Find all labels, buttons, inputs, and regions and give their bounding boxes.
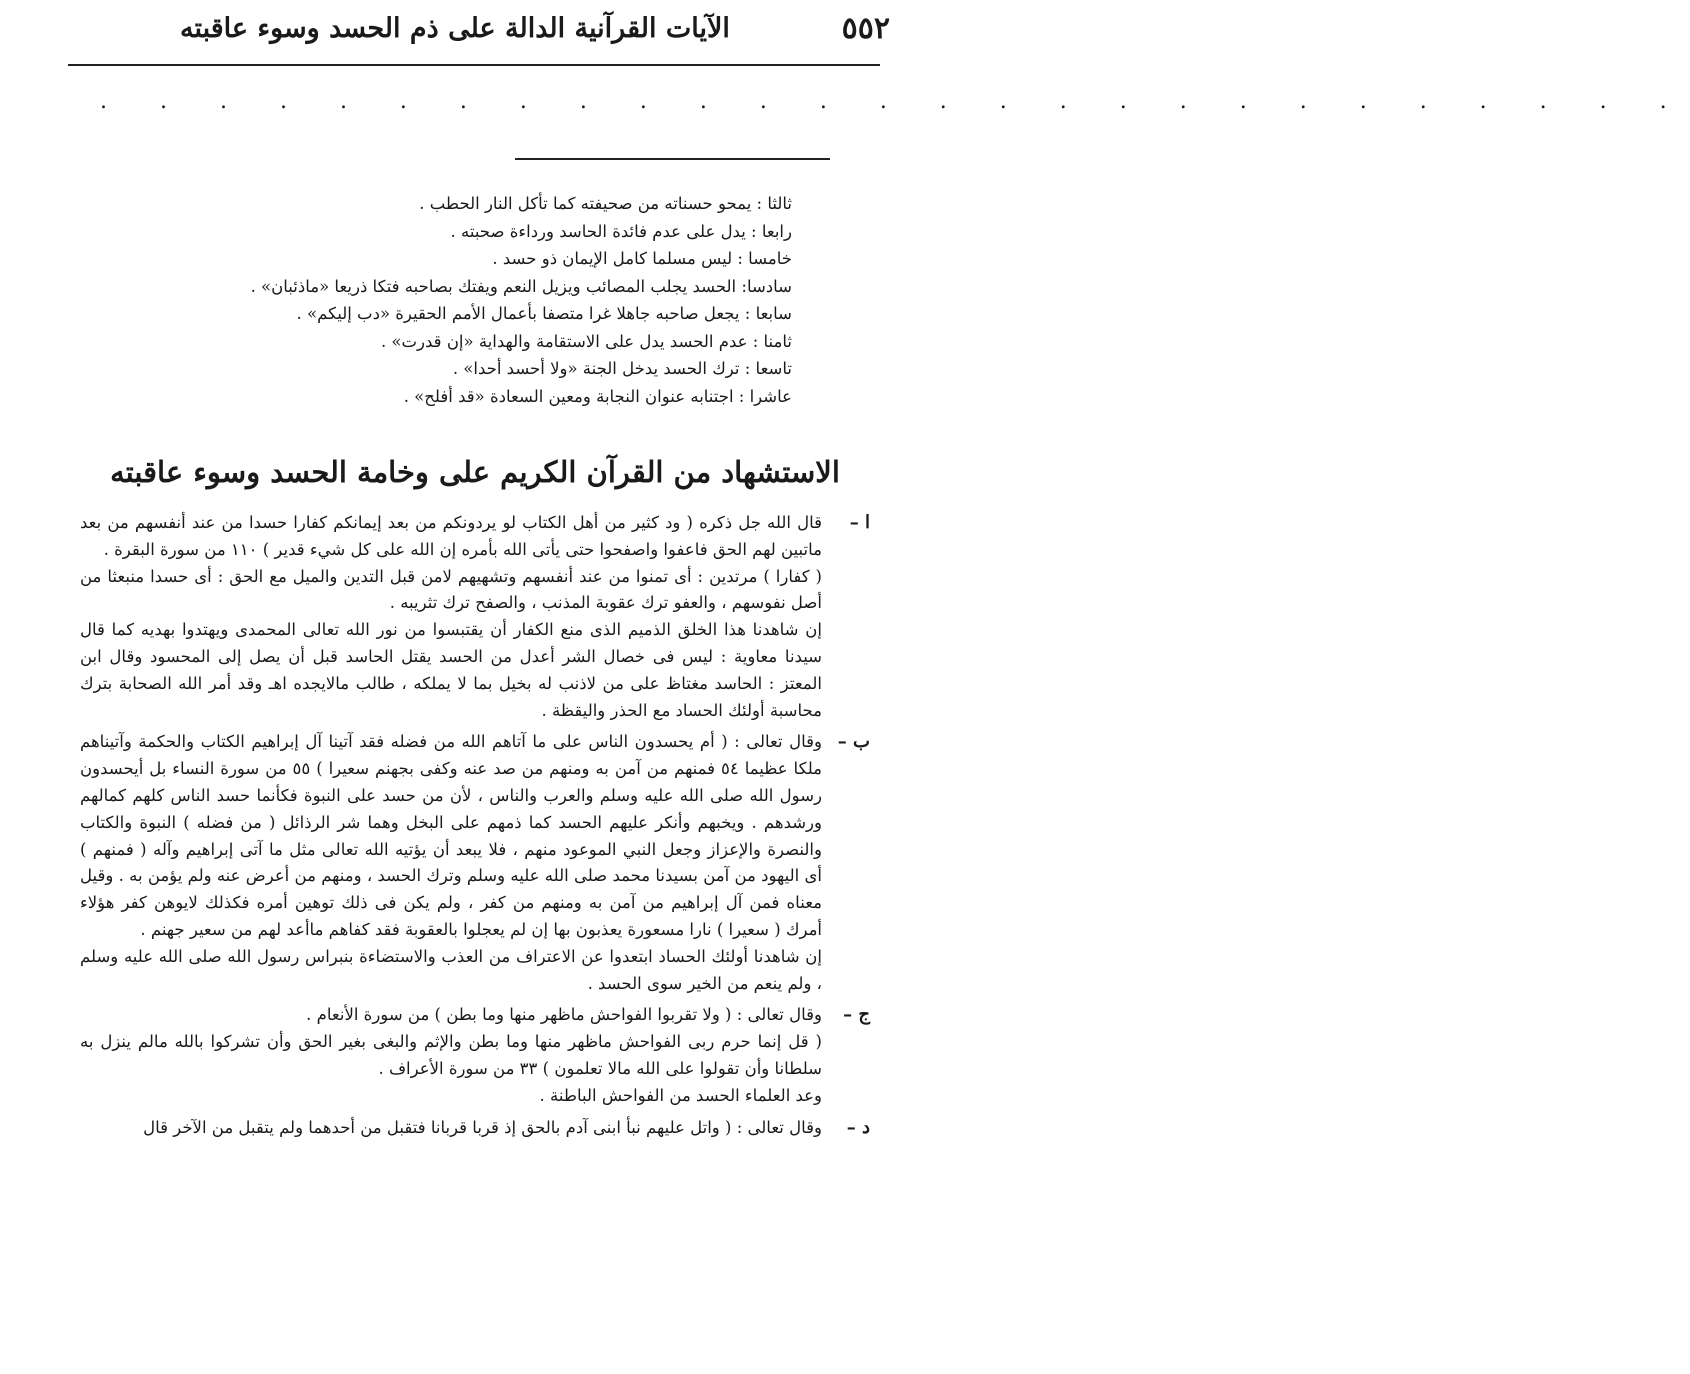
section-dal (80, 1115, 870, 1142)
section-alif (80, 510, 870, 724)
paragraph: ( قل إنما حرم ربى الفواحش ماظهر منها وما بطن والإثم والبغى بغير الحق وأن تشركوا بالله مالم ينزل به سلطانا وأن تقولوا على الله مالا تعلمون ) ٣٣ من سورة الأعراف . (80, 1032, 822, 1078)
list-item: عاشرا : اجتنابه عنوان النجابة ومعين السعادة «قد أفلح» . (403, 386, 792, 406)
ellipsis-dots: . . . . . . . . . . . . . . . . . . . . . . . . . . . (100, 89, 1690, 114)
list-item: سابعا : يجعل صاحبه جاهلا غرا متصفا بأعمال الأمم الحقيرة «دب إليكم» . (296, 304, 792, 323)
section-mark: ج – (843, 1004, 870, 1026)
list-item: ثامنا : عدم الحسد يدل على الاستقامة والهداية «إن قدرت» . (380, 331, 792, 351)
paragraph: وقال تعالى : ( واتل عليهم نبأ ابنى آدم بالحق إذ قربا قربانا فتقبل من أحدهما ولم يتقبل من الآخر قال (143, 1117, 822, 1137)
running-title: الآيات القرآنية الدالة على ذم الحسد وسوء عاقبته (180, 12, 730, 44)
paragraph: ( كفارا ) مرتدين : أى تمنوا من عند أنفسهم وتشهيهم لامن قبل التدين والميل مع الحق : أى حسدا منبعثا من أصل نفوسهم ، والعفو ترك عقوبة المذنب ، والصفح ترك تثريبه . (80, 566, 822, 613)
page-number: ٥٥٢ (841, 10, 890, 46)
section-divider (515, 158, 830, 160)
section-jim (80, 1002, 870, 1109)
list-item: خامسا : ليس مسلما كامل الإيمان ذو حسد . (492, 249, 792, 268)
list-item: تاسعا : ترك الحسد يدخل الجنة «ولا أحسد أحدا» . (452, 359, 792, 378)
paragraph: قال الله جل ذكره ( ود كثير من أهل الكتاب لو يردونكم من بعد إيمانكم كفارا حسدا من عند أنفسهم من بعد ماتبين لهم الحق فاعفوا واصفحوا حتى يأتى الله بأمره إن الله على كل شيء قدير ) ١١٠ من سورة البقرة . (80, 513, 822, 559)
section-mark: ا – (849, 512, 870, 533)
paragraph: وقال تعالى : ( أم يحسدون الناس على ما آتاهم الله من فضله فقد آتينا آل إبراهيم الكتاب والحكمة وآتيناهم ملكا عظيما ٥٤ فمنهم من آمن به ومنهم من صد عنه وكفى بجهنم سعيرا ) ٥٥ من سورة النساء بل أيحسدون رسول الله صلى الله عليه وسلم والعرب والناس ، لأن من حسد على النبوة فكأنما حسد الناس كلهم كمالهم ورشدهم . ويخبهم وأنكر عليهم الحسد كما ذمهم على البخل وهما شر الرذائل ( من فضله ) النبوة والكتاب والنصرة والإعزاز وجعل النبي الموعود منهم ، فلا يبعد أن يؤتيه الله تعالى مثل ما آتى إبراهيم وآله ( فمنهم ) أى اليهود من آمن بسيدنا محمد صلى الله عليه وسلم وترك الحسد ، ومنهم من أعرض عنه ولم يؤمن به . وقيل معناه فمن آل إبراهيم من آمن به ومنهم من كفر ، ولم يكن فى ذلك توهين أمره فكذلك لايوهن كفر هؤلاء أمرك ( سعيرا ) نارا مسعورة يعذبون بها إن لم يعجلوا بالعقوبة فقد كفاهم ماأعد لهم من سعير جهنم . (80, 732, 822, 939)
section-title: الاستشهاد من القرآن الكريم على وخامة الحسد وسوء عاقبته (110, 455, 840, 489)
section-ba (80, 729, 870, 997)
paragraph: إن شاهدنا أولئك الحساد ابتعدوا عن الاعتراف من العذب والاستضاءة بنبراس رسول الله صلى الله عليه وسلم ، ولم ينعم من الخير سوى الحسد . (80, 946, 822, 993)
list-item: رابعا : يدل على عدم فائدة الحاسد ورداءة صحبته . (450, 221, 792, 241)
header-rule (68, 64, 880, 66)
page-body (80, 510, 870, 1141)
ordinal-list (150, 190, 792, 410)
section-mark: د – (846, 1116, 870, 1138)
section-mark: ب – (837, 731, 870, 753)
paragraph: إن شاهدنا هذا الخلق الذميم الذى منع الكفار أن يقتبسوا من نور الله تعالى المحمدى ويهتدوا بهديه كما قال سيدنا معاوية : ليس فى خصال الشر أعدل من الحسد يقتل الحاسد قبل أن يصل إلى المحسود وقال ابن المعتز : الحاسد مغتاظ على من لاذنب له بخيل بما لا يملكه ، طالب مالايجده اهـ وقد أمر الله الصحابة بترك محاسبة أولئك الحساد مع الحذر واليقظة . (80, 620, 822, 720)
list-item: ثالثا : يمحو حسناته من صحيفته كما تأكل النار الحطب . (419, 194, 792, 213)
paragraph: وعد العلماء الحسد من الفواحش الباطنة . (539, 1085, 822, 1105)
page-header (60, 8, 890, 48)
paragraph: وقال تعالى : ( ولا تقربوا الفواحش ماظهر منها وما بطن ) من سورة الأنعام . (306, 1005, 822, 1025)
list-item: سادسا: الحسد يجلب المصائب ويزيل النعم ويفتك بصاحبه فتكا ذريعا «ماذئبان» . (250, 276, 792, 296)
